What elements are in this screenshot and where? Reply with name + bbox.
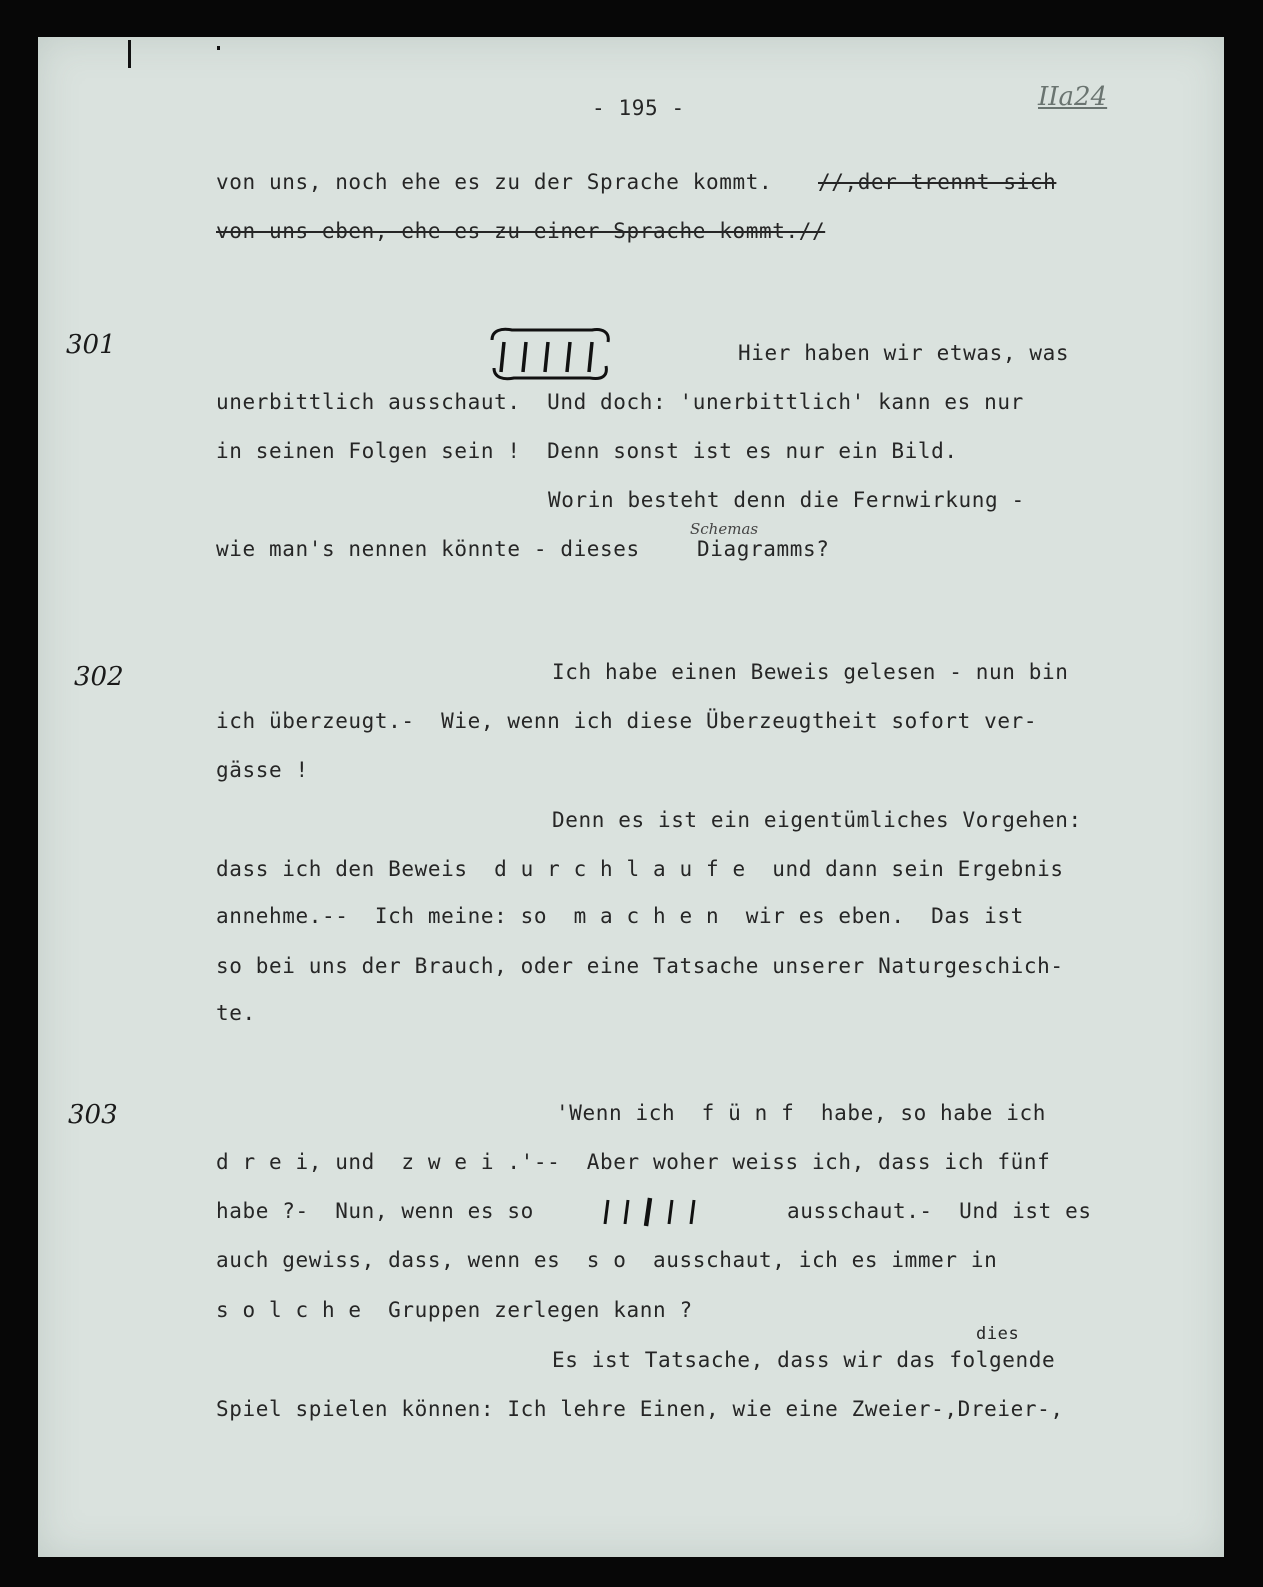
handwritten-insert: dies [976, 1324, 1020, 1344]
text-line: von uns, noch ehe es zu der Sprache kommt. [216, 170, 773, 194]
section-number: 301 [66, 330, 116, 360]
text-line: Hier haben wir etwas, was [738, 341, 1070, 365]
text-line: ich überzeugt.- Wie, wenn ich diese Überzeugtheit sofort ver- [216, 709, 1038, 733]
binding-dot [217, 46, 220, 50]
text-line: so bei uns der Brauch, oder eine Tatsache unserer Naturgeschich- [216, 954, 1064, 978]
binding-mark [128, 40, 131, 68]
text-line: annehme.-- Ich meine: so m a c h e n wir es eben. Das ist [216, 904, 1024, 928]
text-line: auch gewiss, dass, wenn es s o ausschaut, ich es immer in [216, 1248, 998, 1272]
text-line: te. [216, 1001, 256, 1025]
archive-mark: IIa24 [1038, 82, 1108, 112]
text-line: unerbittlich ausschaut. Und doch: 'unerbittlich' kann es nur [216, 390, 1024, 414]
text-line: Ich habe einen Beweis gelesen - nun bin [552, 660, 1069, 684]
handwritten-insert: Schemas [690, 520, 759, 538]
five-strokes-sketch [600, 1196, 710, 1228]
text-line: 'Wenn ich f ü n f habe, so habe ich [556, 1101, 1046, 1125]
stroke-diagram [488, 326, 618, 386]
text-line: in seinen Folgen sein ! Denn sonst ist es nur ein Bild. [216, 439, 958, 463]
text-line: Denn es ist ein eigentümliches Vorgehen: [552, 808, 1082, 832]
text-line: d r e i, und z w e i .'-- Aber woher weiss ich, dass ich fünf [216, 1150, 1051, 1174]
section-number: 303 [68, 1100, 118, 1130]
text-line: wie man's nennen könnte - dieses [216, 537, 640, 561]
text-line: habe ?- Nun, wenn es so [216, 1199, 534, 1223]
text-line: gässe ! [216, 758, 309, 782]
text-line: Diagramms? [697, 537, 830, 561]
section-number: 302 [74, 662, 124, 692]
text-line: ausschaut.- Und ist es [787, 1199, 1092, 1223]
struck-text: von uns eben, ehe es zu einer Sprache kommt.// [216, 219, 826, 243]
text-line: Spiel spielen können: Ich lehre Einen, wie eine Zweier-,Dreier-, [216, 1397, 1064, 1421]
text-line: s o l c h e Gruppen zerlegen kann ? [216, 1298, 693, 1322]
page-number: - 195 - [592, 96, 685, 120]
text-line: Worin besteht denn die Fernwirkung - [548, 488, 1025, 512]
struck-text: //,der trennt sich [818, 170, 1057, 194]
text-line: Es ist Tatsache, dass wir das folgende [552, 1348, 1056, 1372]
typescript-page [38, 37, 1224, 1557]
text-line: dass ich den Beweis d u r c h l a u f e und dann sein Ergebnis [216, 857, 1064, 881]
